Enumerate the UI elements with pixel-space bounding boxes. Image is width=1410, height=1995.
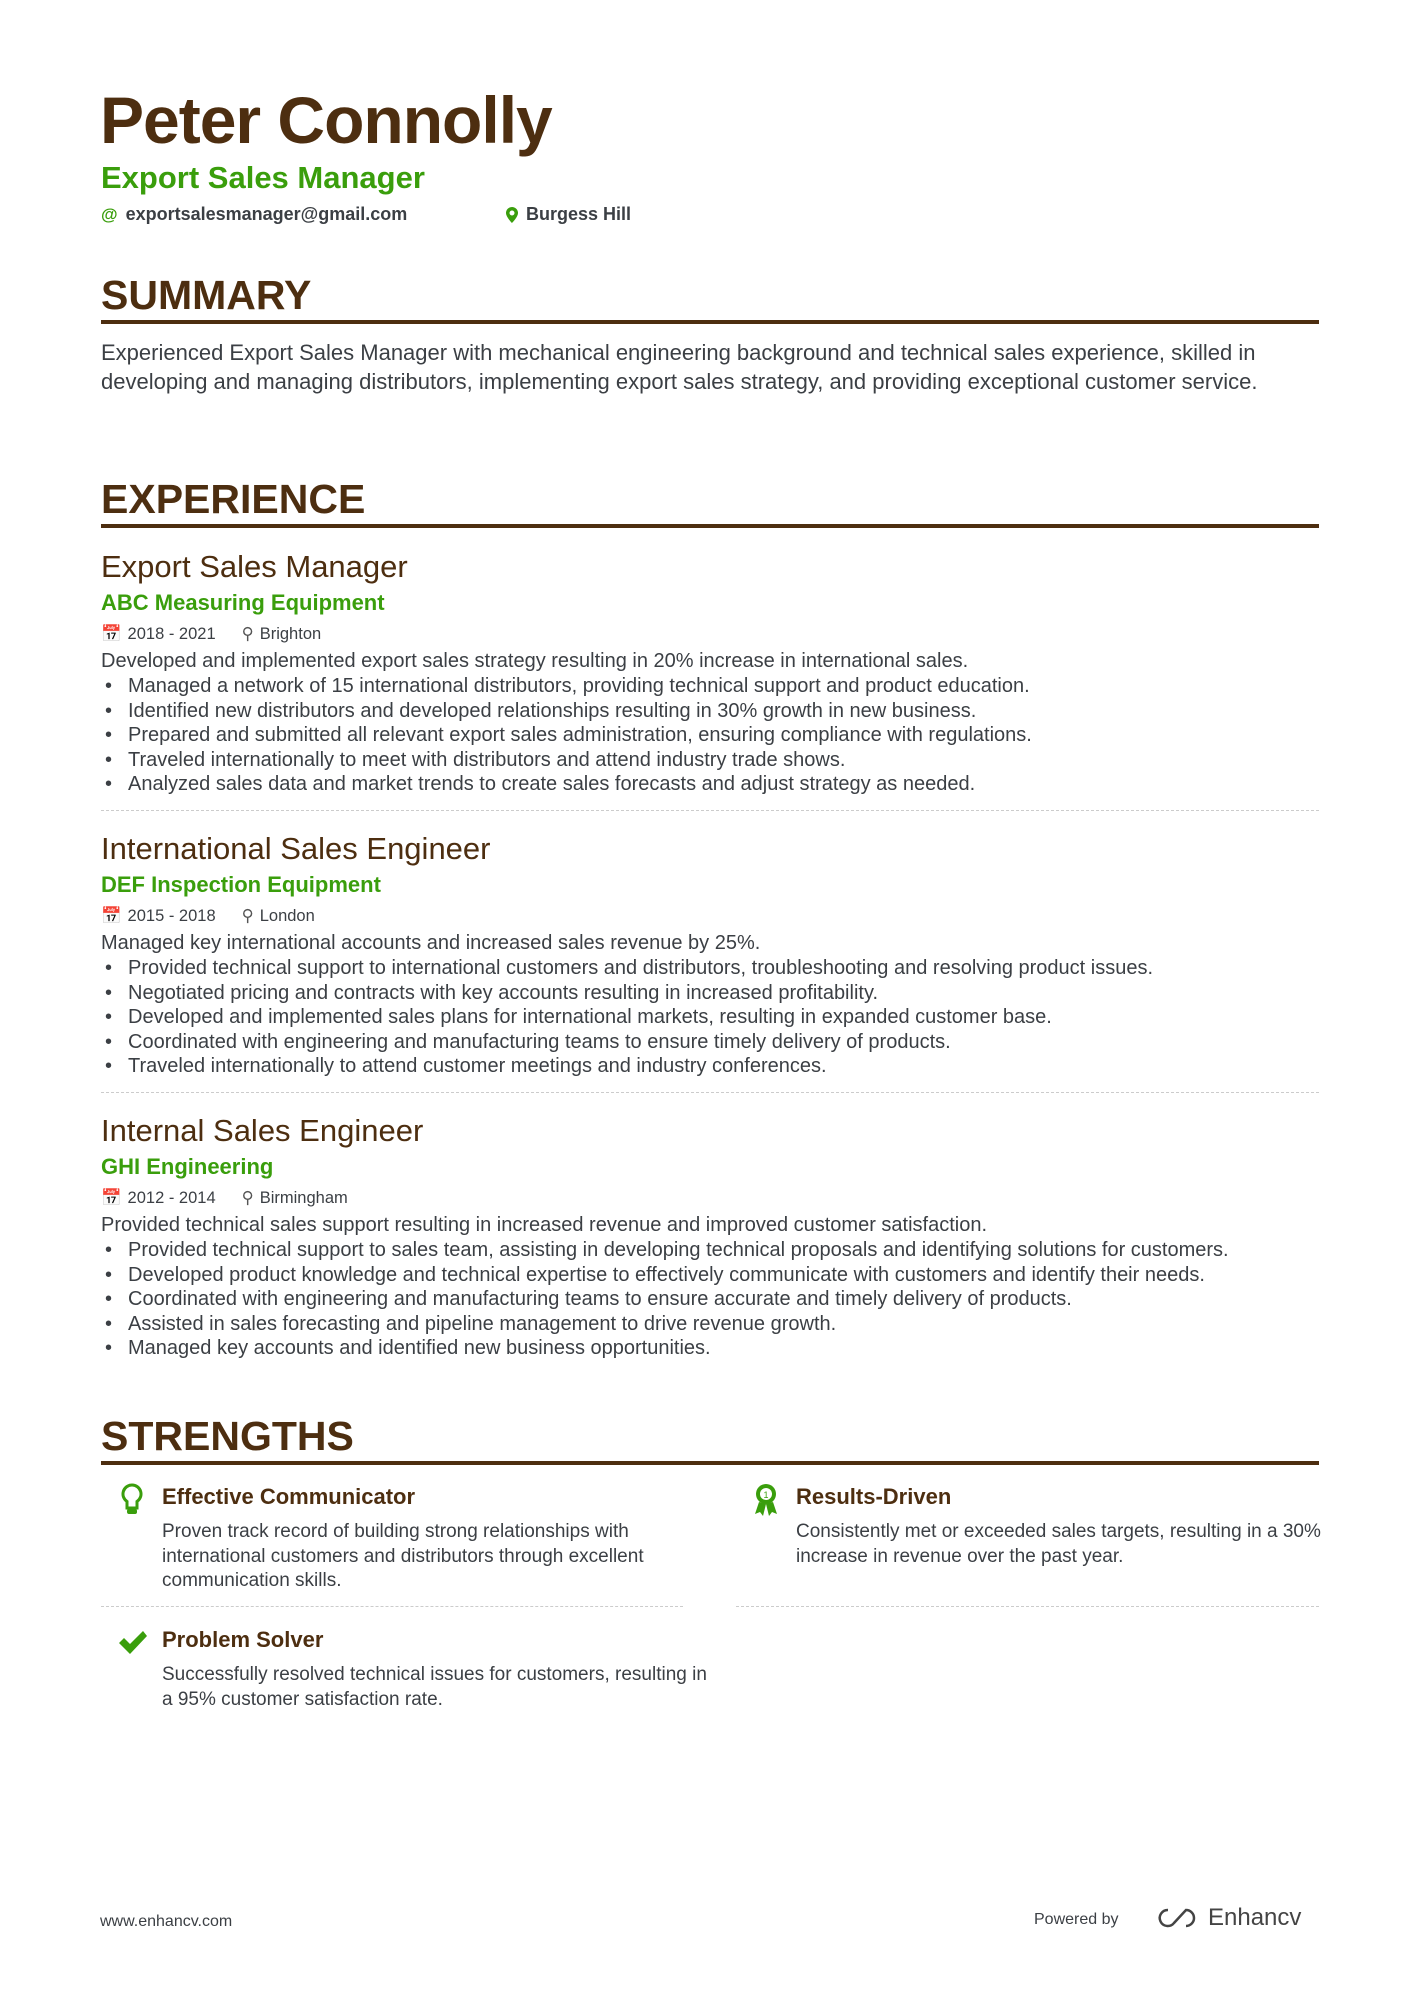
calendar-icon: 📅 [101,1189,122,1207]
job-dates [101,904,216,928]
section-heading-summary: SUMMARY [101,272,1319,324]
location-text: Birmingham [259,1189,348,1207]
location-text: Brighton [259,625,322,643]
strength-description: Consistently met or exceeded sales targets, resulting in a 30% increase in revenue over the past year. [796,1521,1321,1567]
summary-text: Experienced Export Sales Manager with mechanical engineering background and technical sales experience, skilled in developing and managing distributors, implementing export sales strategy, and providing exceptional customer service. [101,340,1258,394]
section-heading-strengths: STRENGTHS [101,1413,1319,1465]
job-title: International Sales Engineer [101,831,491,866]
job-description: Managed key international accounts and increased sales revenue by 25%. [101,932,761,954]
company-name: DEF Inspection Equipment [101,872,381,897]
strength-description: Successfully resolved technical issues for customers, resulting in a 95% customer satisfaction rate. [162,1664,707,1710]
calendar-icon: 📅 [101,625,122,643]
bullet-item: • Coordinated with engineering and manufacturing teams to ensure accurate and timely delivery of products. [101,1287,1319,1312]
bullet-item: • Identified new distributors and developed relationships resulting in 30% growth in new business. [101,699,1319,724]
location-pin-icon: ⚲ [241,907,254,925]
bullet-item: • Provided technical support to international customers and distributors, troubleshooting and resolving product issues. [101,956,1319,981]
candidate-title: Export Sales Manager [101,160,425,195]
job-description: Provided technical sales support resulting in increased revenue and improved customer satisfaction. [101,1214,988,1236]
strength-description: Proven track record of building strong relationships with international customers and distributors through excellent communication skills. [162,1521,644,1591]
bullet-item: • Traveled internationally to attend customer meetings and industry conferences. [101,1054,1319,1079]
job-location [242,904,315,928]
section-heading-experience: EXPERIENCE [101,476,1319,528]
job-description: Developed and implemented export sales strategy resulting in 20% increase in international sales. [101,650,969,672]
lightbulb-icon [116,1482,148,1518]
at-icon: @ [101,204,118,224]
location-text: Burgess Hill [526,204,632,224]
experience-entry [101,548,1319,797]
location-pin-icon [506,207,518,223]
email-text: exportsalesmanager@gmail.com [125,204,408,224]
divider [101,810,1319,811]
bullet-item: • Traveled internationally to meet with distributors and attend industry trade shows. [101,748,1319,773]
svg-text:1: 1 [763,1490,769,1500]
bullet-item: • Coordinated with engineering and manufacturing teams to ensure timely delivery of products. [101,1030,1319,1055]
bullet-item: • Provided technical support to sales team, assisting in developing technical proposals and identifying solutions for customers. [101,1238,1319,1263]
job-bullets [101,956,1319,1079]
bullet-item: • Analyzed sales data and market trends to create sales forecasts and adjust strategy as needed. [101,772,1319,797]
bullet-item: • Assisted in sales forecasting and pipeline management to drive revenue growth. [101,1312,1319,1337]
experience-entry [101,1112,1319,1361]
job-bullets [101,674,1319,797]
bullet-item: • Prepared and submitted all relevant export sales administration, ensuring compliance with regulations. [101,723,1319,748]
job-dates [101,1186,216,1210]
location-pin-icon: ⚲ [241,625,254,643]
strength-title: Results-Driven [796,1484,952,1509]
contact-location [506,204,631,225]
strength-title: Problem Solver [162,1627,324,1652]
bullet-item: • Negotiated pricing and contracts with key accounts resulting in increased profitability. [101,981,1319,1006]
powered-by-label: Powered by [1034,1911,1119,1928]
job-title: Internal Sales Engineer [101,1113,424,1148]
job-location [242,1186,348,1210]
dates-text: 2018 - 2021 [127,625,216,643]
calendar-icon: 📅 [101,907,122,925]
strength-item [763,1482,1356,1569]
dates-text: 2012 - 2014 [127,1189,216,1207]
enhancv-logo[interactable] [1154,1904,1301,1932]
award-ribbon-icon [750,1482,782,1518]
dates-text: 2015 - 2018 [127,907,216,925]
company-name: ABC Measuring Equipment [101,590,385,615]
job-bullets [101,1238,1319,1361]
footer-url[interactable]: www.enhancv.com [100,1913,233,1930]
bullet-item: • Managed key accounts and identified new business opportunities. [101,1336,1319,1361]
brand-name: Enhancv [1208,1904,1302,1931]
location-pin-icon: ⚲ [241,1189,254,1207]
bullet-item: • Developed and implemented sales plans for international markets, resulting in expanded customer base. [101,1005,1319,1030]
bullet-item: • Managed a network of 15 international distributors, providing technical support and product education. [101,674,1319,699]
location-text: London [259,907,315,925]
strength-item [162,1625,722,1712]
divider [101,1606,683,1607]
enhancv-logo-icon [1154,1906,1200,1930]
checkmark-icon [116,1625,148,1661]
divider [736,1606,1319,1607]
candidate-name: Peter Connolly [100,83,552,157]
contact-email[interactable] [101,204,407,225]
strength-item [162,1482,722,1594]
divider [101,1092,1319,1093]
job-dates [101,622,216,646]
company-name: GHI Engineering [101,1154,274,1179]
experience-entry [101,830,1319,1079]
bullet-item: • Developed product knowledge and technical expertise to effectively communicate with customers and identify their needs. [101,1263,1319,1288]
strength-title: Effective Communicator [162,1484,416,1509]
job-title: Export Sales Manager [101,549,408,584]
job-location [242,622,322,646]
